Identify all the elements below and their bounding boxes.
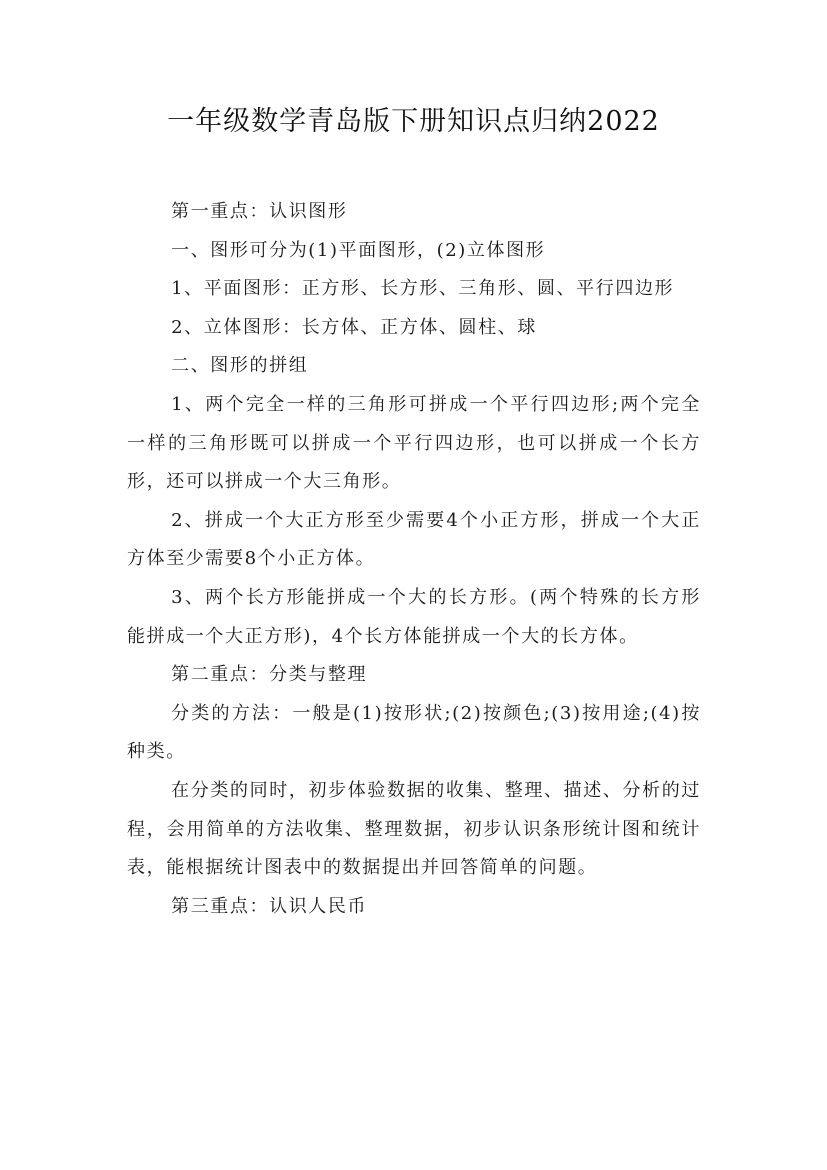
document-body xyxy=(127,193,701,926)
section-heading-shapes: 第一重点：认识图形 xyxy=(171,201,348,222)
paragraph-shape-categories: 一、图形可分为(1)平面图形，(2)立体图形 xyxy=(171,239,546,261)
paragraph-plane-shapes: 1、平面图形：正方形、长方形、三角形、圆、平行四边形 xyxy=(171,278,675,300)
section-heading-classification: 第二重点：分类与整理 xyxy=(171,664,368,686)
paragraph-solid-shapes: 2、立体图形：长方体、正方体、圆柱、球 xyxy=(171,316,537,338)
section-heading-currency: 第三重点：认识人民币 xyxy=(171,895,368,917)
paragraph-triangles: 1、两个完全一样的三角形可拼成一个平行四边形;两个完全一样的三角形既可以拼成一个平行四边形，也可以拼成一个长方形，还可以拼成一个大三角形。 xyxy=(127,393,701,493)
document-title: 一年级数学青岛版下册知识点归纳2022 xyxy=(167,106,660,137)
paragraph-squares-cubes: 2、拼成一个大正方形至少需要4个小正方形，拼成一个大正方体至少需要8个小正方体。 xyxy=(127,509,701,570)
paragraph-classification-methods: 分类的方法：一般是(1)按形状;(2)按颜色;(3)按用途;(4)按种类。 xyxy=(127,702,701,763)
paragraph-data-collection: 在分类的同时，初步体验数据的收集、整理、描述、分析的过程，会用简单的方法收集、整理数据，初步认识条形统计图和统计表，能根据统计图表中的数据提出并回答简单的问题。 xyxy=(127,779,701,879)
paragraph-shape-assembly: 二、图形的拼组 xyxy=(171,355,309,377)
paragraph-rectangles: 3、两个长方形能拼成一个大的长方形。(两个特殊的长方形能拼成一个大正方形)，4个长方体能拼成一个大的长方体。 xyxy=(127,586,701,647)
